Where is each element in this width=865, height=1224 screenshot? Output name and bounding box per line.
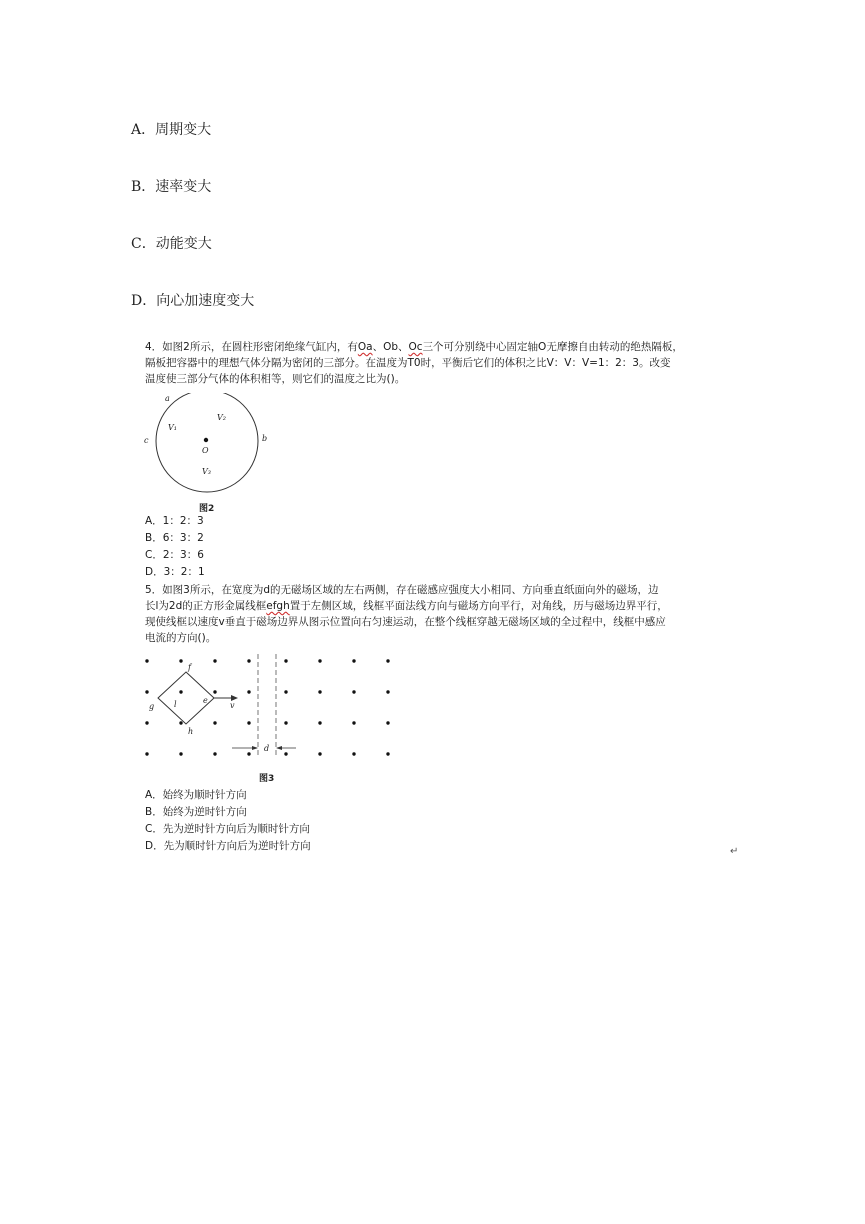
- field-dot: [318, 690, 321, 693]
- q5-line2-b: 置于左侧区域，线框平面法线方向与磁场方向平行，对角线，历与磁场边界平行，: [289, 600, 668, 612]
- figure-2-diagram: [140, 393, 280, 503]
- q5-line-1: 5．如图3所示，在宽度为d的无磁场区域的左右两侧，存在磁感应强度大小相同、方向垂直纸面向外的磁场，边: [145, 584, 659, 596]
- fig2-label-v3: V₃: [202, 467, 211, 476]
- field-dot: [213, 690, 216, 693]
- q4-oa: Oa: [357, 341, 373, 353]
- fig3-label-h: h: [188, 727, 194, 736]
- q4-stem: [145, 339, 730, 387]
- q3-option-d: D．向心加速度变大: [131, 293, 255, 309]
- q5-option-b: B．始终为逆时针方向: [145, 806, 247, 818]
- fig2-label-a: a: [165, 394, 170, 403]
- field-dot: [247, 690, 250, 693]
- field-dot: [213, 659, 216, 662]
- field-dot: [179, 721, 182, 724]
- q5-line-2: [145, 598, 730, 614]
- cylinder-circle: [156, 393, 258, 492]
- q4-line-3: 温度使三部分气体的体积相等，则它们的温度之比为()。: [145, 373, 406, 385]
- field-dot: [352, 659, 355, 662]
- q3-option-a: A．周期变大: [131, 122, 212, 138]
- field-dot: [284, 659, 287, 662]
- width-arrow-right-head: [276, 746, 282, 750]
- q5-efgh: efgh: [266, 600, 290, 612]
- field-dot: [318, 721, 321, 724]
- fig3-label-l: l: [174, 700, 177, 709]
- q4-option-b: B．6：3：2: [145, 532, 204, 544]
- field-dot: [352, 752, 355, 755]
- q4-sep2: 、: [398, 341, 409, 353]
- q3-option-c: C．动能变大: [131, 236, 212, 252]
- field-dot: [284, 752, 287, 755]
- fig2-label-v1: V₁: [168, 423, 177, 432]
- field-dot: [247, 721, 250, 724]
- magnetic-field-dots-right: [284, 659, 389, 755]
- fig3-label-e: e: [203, 696, 208, 705]
- field-dot: [179, 752, 182, 755]
- q4-sep1: 、: [372, 341, 384, 353]
- q4-ob: Ob: [383, 341, 399, 353]
- field-dot: [145, 752, 148, 755]
- field-dot: [318, 659, 321, 662]
- magnetic-field-dots-left: [145, 659, 250, 755]
- field-dot: [386, 690, 389, 693]
- field-dot: [145, 721, 148, 724]
- q4-option-a: A．1：2：3: [145, 515, 204, 527]
- field-dot: [386, 659, 389, 662]
- q5-line-4: 电流的方向()。: [145, 632, 217, 644]
- field-dot: [284, 721, 287, 724]
- fig2-label-c: c: [144, 436, 149, 445]
- q4-line-2: 隔板把容器中的理想气体分隔为密闭的三部分。在温度为T0时，平衡后它们的体积之比V：V：V=1：2：3。改变: [145, 357, 671, 369]
- q4-oc: Oc: [408, 341, 423, 353]
- field-dot: [352, 721, 355, 724]
- q5-option-a: A．始终为顺时针方向: [145, 789, 247, 801]
- field-dot: [145, 659, 148, 662]
- field-dot: [145, 690, 148, 693]
- field-dot: [247, 752, 250, 755]
- q4-line1-b: 三个可分别绕中心固定轴O无摩擦自由转动的绝热隔板，: [422, 341, 683, 353]
- fig2-label-v2: V₂: [217, 413, 226, 422]
- center-axis-dot: [204, 438, 208, 442]
- width-arrow-left-head: [252, 746, 258, 750]
- q5-stem: [145, 582, 730, 646]
- fig3-label-f: f: [188, 663, 191, 672]
- field-dot: [247, 659, 250, 662]
- figure-3-caption: 图3: [259, 774, 275, 784]
- q4-option-c: C．2：3：6: [145, 549, 204, 561]
- figure-2-caption: 图2: [199, 504, 215, 514]
- field-dot: [386, 752, 389, 755]
- q5-line-3: 现使线框以速度v垂直于磁场边界从图示位置向右匀速运动，在整个线框穿越无磁场区域的全过程中，线框中感应: [145, 616, 666, 628]
- field-dot: [386, 721, 389, 724]
- field-dot: [318, 752, 321, 755]
- field-dot: [213, 721, 216, 724]
- fig3-label-d: d: [264, 744, 270, 753]
- field-dot: [284, 690, 287, 693]
- q5-option-c: C．先为逆时针方向后为顺时针方向: [145, 823, 310, 835]
- field-dot: [179, 659, 182, 662]
- figure-3-diagram: [140, 652, 400, 762]
- field-dot: [352, 690, 355, 693]
- field-dot: [213, 752, 216, 755]
- q3-option-b: B．速率变大: [131, 179, 212, 195]
- fig2-label-o: O: [202, 446, 209, 455]
- q5-option-d: D．先为顺时针方向后为逆时针方向: [145, 840, 311, 852]
- q4-line-1: [145, 339, 730, 355]
- paragraph-mark: ↵: [730, 846, 739, 857]
- field-dot: [179, 690, 182, 693]
- fig3-label-g: g: [149, 702, 155, 711]
- q5-line2-a: 长l为2d的正方形金属线框: [145, 600, 267, 612]
- q4-line1-a: 4．如图2所示，在圆柱形密闭绝缘气缸内，有: [145, 341, 358, 353]
- fig2-label-b: b: [262, 434, 268, 443]
- fig3-label-v: v: [230, 701, 235, 710]
- q4-option-d: D．3：2：1: [145, 566, 205, 578]
